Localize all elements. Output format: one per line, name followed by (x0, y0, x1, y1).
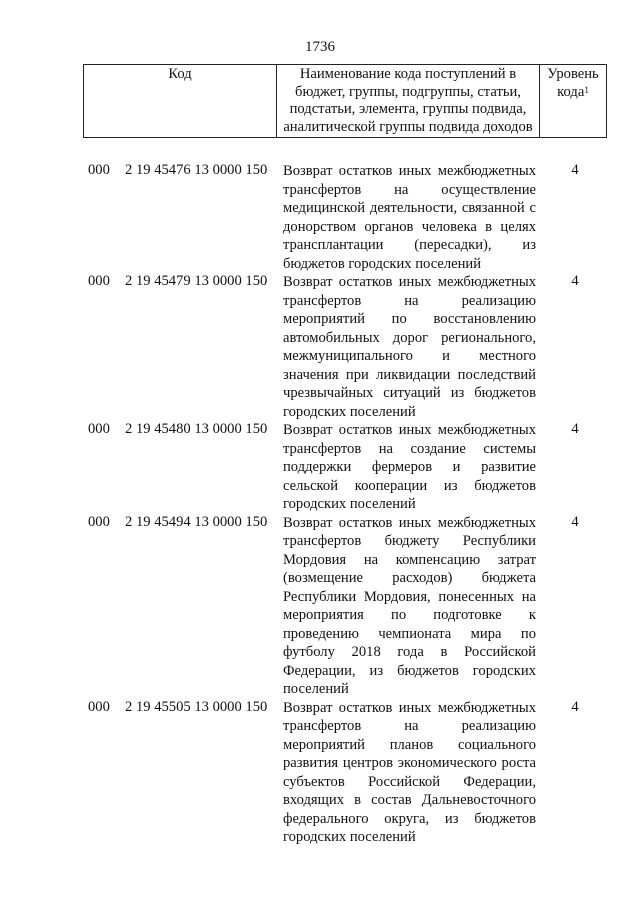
row-name: Возврат остатков иных межбюджетных трансфертов на реализацию мероприятий по восстановлению автомобильных дорог регионального, межмуниципального и местного значения при ликвидации последствий чрезвычайных ситуаций из бюджетов городских поселений (283, 274, 536, 420)
row-code: 2 19 45480 13 0000 150 (125, 421, 268, 437)
row-level: 4 (571, 513, 579, 530)
row-name: Возврат остатков иных межбюджетных трансфертов на создание системы поддержки фермеров и развитие сельской кооперации из бюджетов городских поселений (283, 422, 536, 512)
row-code: 2 19 45479 13 0000 150 (125, 273, 268, 289)
table-header (83, 64, 607, 138)
row-code-prefix: 000 (88, 421, 110, 437)
table-row (0, 162, 640, 273)
row-code: 2 19 45476 13 0000 150 (125, 162, 268, 178)
row-level: 4 (571, 421, 579, 437)
row-name: Возврат остатков иных межбюджетных трансфертов на осуществление медицинской деятельности, связанной с донорством органов человека в целях трансплантации (пересадки), из бюджетов городских поселений (283, 163, 536, 272)
header-level (540, 65, 606, 137)
row-code-prefix: 000 (88, 162, 110, 178)
header-code: Код (84, 65, 277, 137)
row-code: 2 19 45494 13 0000 150 (125, 513, 268, 530)
header-level-label: Уровень кода (547, 66, 599, 100)
table-row (0, 421, 640, 514)
table-row (0, 514, 640, 699)
row-level: 4 (571, 162, 579, 178)
table-body (0, 162, 640, 847)
row-code-prefix: 000 (88, 698, 110, 715)
row-code: 2 19 45505 13 0000 150 (125, 698, 268, 715)
footnote-marker: 1 (584, 84, 589, 95)
table-row (0, 273, 640, 421)
row-level: 4 (571, 698, 579, 715)
row-name: Возврат остатков иных межбюджетных трансфертов бюджету Республики Мордовия на компенсацию затрат (возмещение расходов) бюджета Республики Мордовия, понесенных на мероприятия по подготовке к проведению чемпионата мира по футболу 2018 года в Российской Федерации, из бюджетов городских поселений (283, 514, 536, 697)
table-row (0, 699, 640, 847)
page-number: 1736 (305, 39, 335, 55)
row-name: Возврат остатков иных межбюджетных трансфертов на реализацию мероприятий планов социального развития центров экономического роста субъектов Российской Федерации, входящих в состав Дальневосточного федерального округа, из бюджетов городских поселений (283, 699, 536, 845)
header-name: Наименование кода поступлений в бюджет, группы, подгруппы, статьи, подстатьи, элемента, группы подвида, аналитической группы подвида доходов (277, 65, 540, 137)
row-level: 4 (571, 273, 579, 289)
row-code-prefix: 000 (88, 273, 110, 289)
row-code-prefix: 000 (88, 513, 110, 530)
